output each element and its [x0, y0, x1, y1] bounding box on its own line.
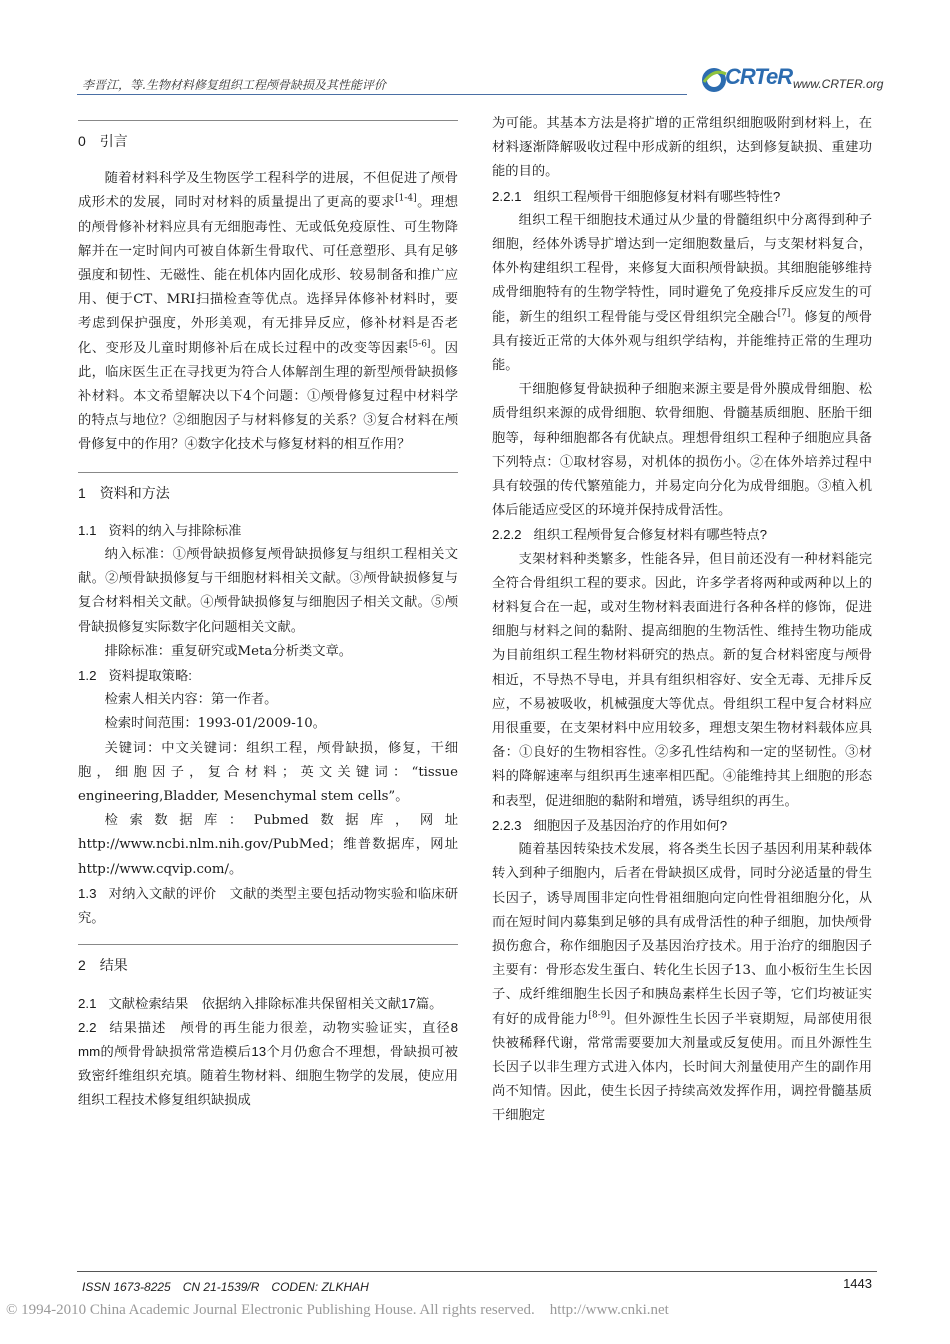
footer-rule: [77, 1271, 877, 1272]
section-title: 资料和方法: [99, 484, 170, 501]
subsection-2-2-1: 2.2.1 组织工程颅骨干细胞修复材料有哪些特性?: [492, 188, 781, 204]
logo-text: CRTeR: [725, 64, 793, 89]
search-time: 检索时间范围：1993-01/2009-10。: [104, 716, 326, 732]
subsection-2-2: 2.2 结果描述 颅骨的再生能力很差，动物实验证实，直径8 mm的颅骨骨缺损常常造模后13个月仍愈合不理想，骨缺损可被致密纤维组织充填。随着生物材料、细胞生物学的发展，使应用组织工程技术修复组织缺损成: [78, 1019, 458, 1108]
composite-paragraph: 支架材料种类繁多，性能各异，但目前还没有一种材料能完全符合骨组织工程的要求。因此，许多学者将两种或两种以上的材料复合在一起，或对生物材料表面进行各种各样的修饰，促进细胞与材料之间的黏附、提高细胞的生物活性、维持生物功能成为目前组织工程生物材料研究的热点。新的复合材料密度与颅骨相近，不导热不导电，并具有组织相容好、安全无毒、无排斥反应，不易被吸收，机械强度大等优点。骨组织工程中复合材料应用很重要，在支架材料中应用较多，理想支架生物材料载体应具备：①良好的生物相容性。②多孔性结构和一定的坚韧性。③材料的降解速率与组织再生速率相匹配。④能维持其上细胞的形态和表型，促进细胞的黏附和增殖，诱导组织的再生。: [492, 551, 872, 809]
subsection-1-3: 1.3 对纳入文献的评价 文献的类型主要包括动物实验和临床研究。: [78, 885, 458, 926]
subsection-2-2-3: 2.2.3 细胞因子及基因治疗的作用如何?: [492, 817, 728, 833]
stem-cell-paragraph: 组织工程干细胞技术通过从少量的骨髓组织中分离得到种子细胞，经体外诱导扩增达到一定细胞数量后，与支架材料复合，体外构建组织工程骨，来修复大面积颅骨缺损。其细胞能够维持成骨细胞特有的生物学特性，同时避免了免疫排斥反应发生的可能，新生的组织工程骨能与受区骨组织完全融合[7]。修复的颅骨具有接近正常的大体外观与组织学结构，并能维持正常的生理功能。: [492, 212, 873, 374]
cytokine-paragraph: 随着基因转染技术发展，将各类生长因子基因利用某种载体转入到种子细胞内，后者在骨缺损区成骨，同时分泌适量的骨生长因子，诱导周围非定向性骨祖细胞向定向性骨祖细胞分化，从而在短时间内募集到足够的具有成骨活性的种子细胞，加快颅骨损伤愈合，称作细胞因子及基因治疗技术。用于治疗的细胞因子主要有：骨形态发生蛋白、转化生长因子13、血小板衍生生长因子、成纤维细胞生长因子和胰岛素样生长因子等，它们均被证实有好的成骨能力[8-9]。但外源性生长因子半衰期短，局部使用很快被稀释代谢，常常需要要加大剂量或反复使用。而且外源性生长因子以非生理方式进入体内，长时间大剂量使用产生的副作用尚不知情。因此，使生长因子持续高效发挥作用，调控骨髓基质干细胞定: [492, 842, 873, 1124]
running-title: 李晋江，等.生物材料修复组织工程颅骨缺损及其性能评价: [82, 78, 386, 92]
search-person: 检索人相关内容：第一作者。: [104, 692, 278, 708]
intro-paragraph: 随着材料科学及生物医学工程科学的进展，不但促进了颅骨成形术的发展，同时对材料的质量提出了更高的要求[1-4]。理想的颅骨修补材料应具有无细胞毒性、无或低免疫原性、可生物降解并在一定时间内可被自体新生骨取代、可任意塑形、具有足够强度和韧性、无磁性、能在机体内固化成形、较易制备和推广应用、便于CT、MRI扫描检查等优点。选择异体修补材料时，要考虑到保护强度，外形美观，有无排异反应，修补材料是否老化、变形及儿童时期修补后在成长过程中的改变等因素[5-6]。因此，临床医生正在寻找更为符合人体解剖生理的新型颅骨缺损修补材料。本文希望解决以下4个问题：①颅骨修复过程中材料学的特点与地位？②细胞因子与材料修复的关系？③复合材料在颅骨修复中的作用？④数字化技术与修复材料的相互作用？: [78, 171, 459, 453]
page-number: 1443: [843, 1276, 872, 1291]
left-column: [78, 112, 458, 1113]
section-heading-intro: [78, 120, 458, 153]
citation: [8-9]: [588, 1010, 611, 1021]
citation: [1-4]: [395, 193, 417, 204]
subsection-2-2-2: 2.2.2 组织工程颅骨复合修复材料有哪些特点?: [492, 527, 768, 543]
databases: 检索数据库：Pubmed数据库，网址http://www.ncbi.nlm.nih.gov/PubMed；维普数据库，网址http://www.cqvip.com/。: [78, 813, 458, 877]
logo-url[interactable]: www.CRTER.org: [793, 77, 884, 91]
subsection-2-1: 2.1 文献检索结果 依据纳入排除标准共保留相关文献17篇。: [78, 995, 443, 1011]
journal-identifiers: ISSN 1673-8225 CN 21-1539/R CODEN: ZLKHAH: [82, 1280, 369, 1294]
right-column: [492, 112, 872, 1129]
subsection-1-2: 1.2 资料提取策略:: [78, 668, 192, 684]
citation: [7]: [777, 308, 791, 319]
section-title: 引言: [99, 133, 128, 149]
seed-cell-paragraph: 干细胞修复骨缺损种子细胞来源主要是骨外膜成骨细胞、松质骨组织来源的成骨细胞、软骨细胞、骨髓基质细胞、胚胎干细胞等，每种细胞都各有优缺点。理想骨组织工程种子细胞应具备下列特点：①取材容易，对机体的损伤小。②在体外培养过程中具有较强的传代繁殖能力，并易定向分化为成骨细胞。③植入机体后能适应受区的环境并保持成骨活性。: [492, 382, 872, 519]
header-rule: [77, 94, 687, 95]
inclusion-criteria: 纳入标准：①颅骨缺损修复颅骨缺损修复与组织工程相关文献。②颅骨缺损修复与干细胞材料相关文献。③颅骨缺损修复与复合材料相关文献。④颅骨缺损修复与细胞因子相关文献。⑤颅骨缺损修复实际数字化问题相关文献。: [78, 547, 458, 635]
keywords: 关键词：中文关键词：组织工程，颅骨缺损，修复，干细胞，细胞因子，复合材料；英文关键词：“tissue engineering,Bladder, Mesenchymal stem cells”。: [78, 740, 458, 805]
exclusion-criteria: 排除标准：重复研究或Meta分析类文章。: [104, 643, 353, 659]
section-number: 1: [78, 484, 86, 501]
section-number: 2: [78, 957, 86, 974]
section-heading-results: [78, 944, 458, 977]
section-heading-methods: [78, 472, 458, 505]
section-title: 结果: [99, 957, 128, 974]
citation: [5-6]: [408, 339, 431, 350]
copyright-notice: © 1994-2010 China Academic Journal Electronic Publishing House. All rights reserved. http://www.cnki.net: [6, 1302, 669, 1318]
continued-paragraph: 为可能。其基本方法是将扩增的正常组织细胞吸附到材料上，在材料逐渐降解吸收过程中形成新的组织，达到修复缺损、重建功能的目的。: [492, 116, 872, 180]
section-number: 0: [78, 133, 86, 149]
subsection-1-1: 1.1 资料的纳入与排除标准: [78, 522, 242, 538]
